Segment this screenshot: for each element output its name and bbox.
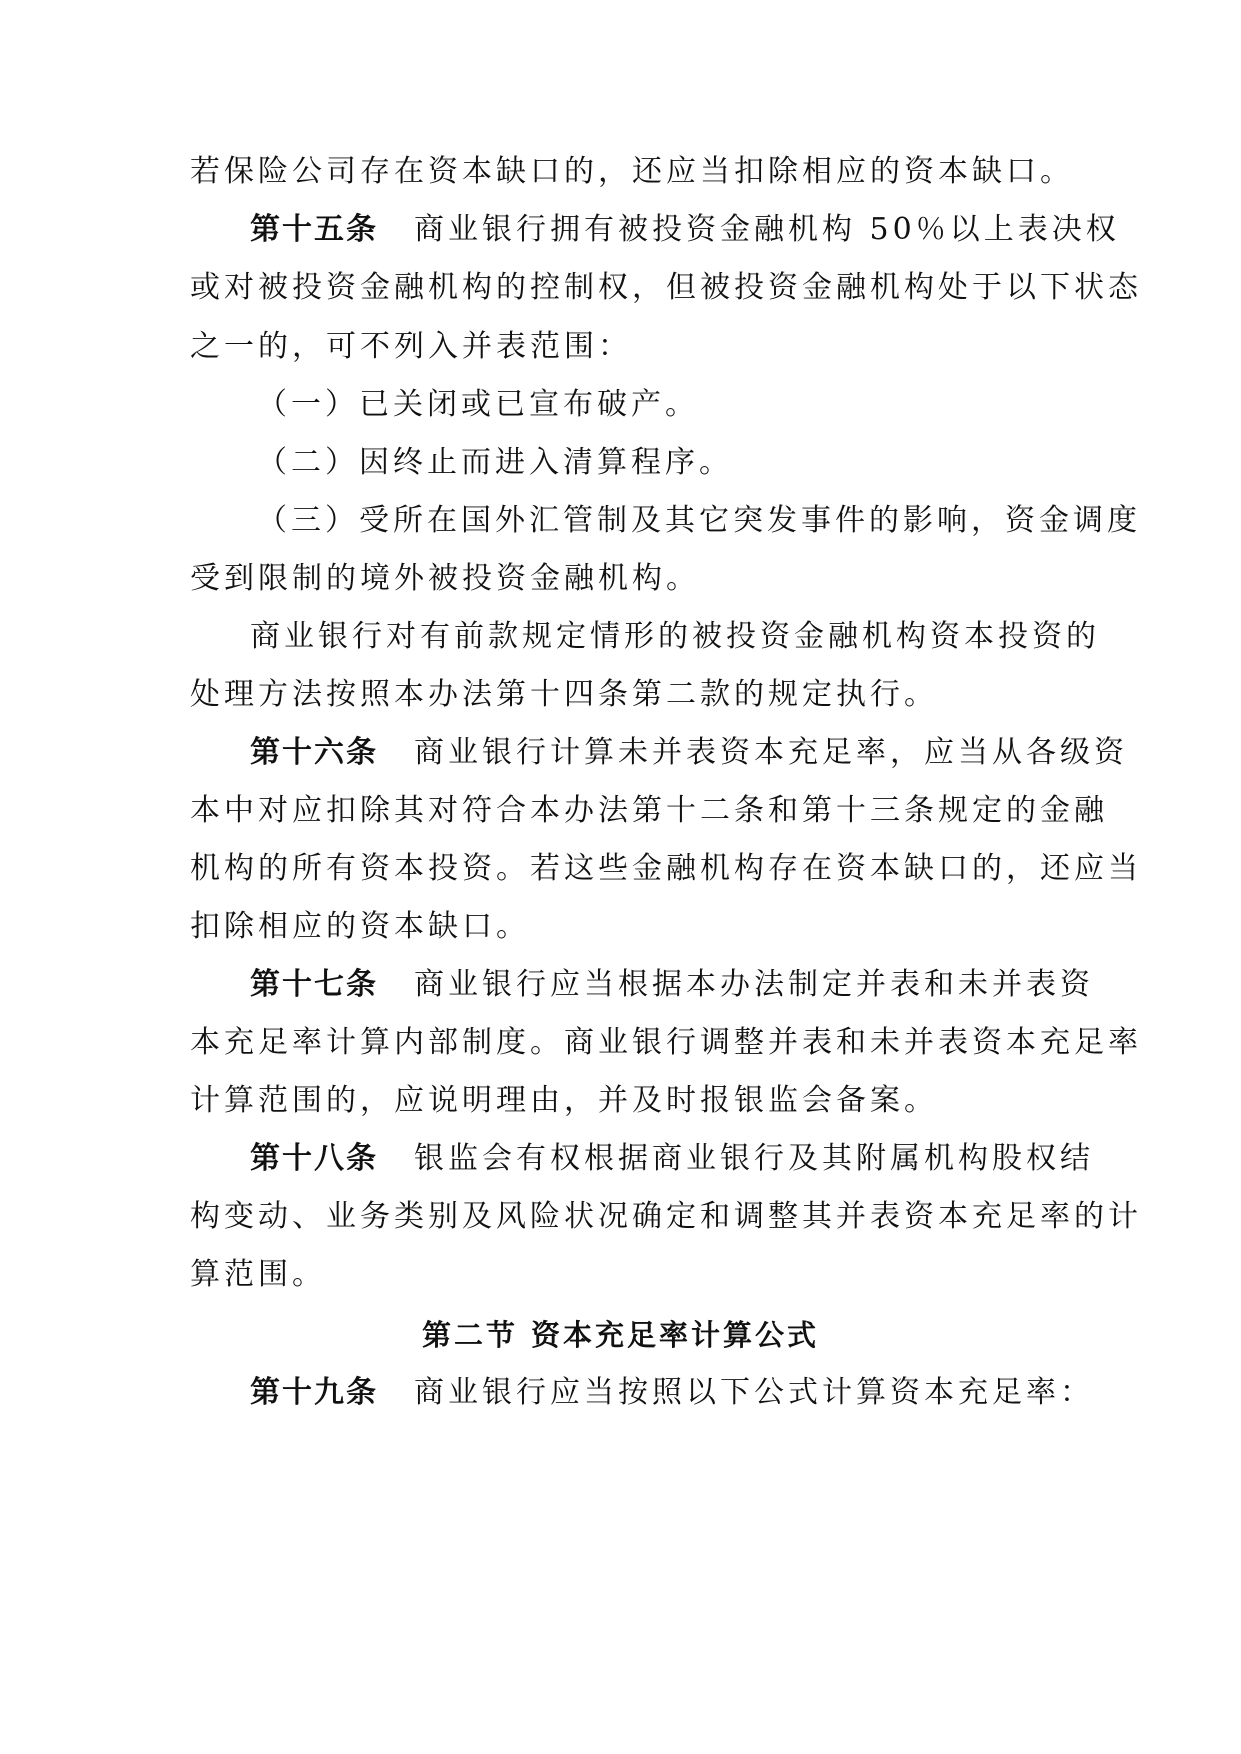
paragraph-line: 扣除相应的资本缺口。	[190, 909, 530, 944]
article-16-line	[250, 733, 1128, 773]
article-19-title: 第十九条	[250, 1375, 378, 1410]
paragraph-line: 构变动、业务类别及风险状况确定和调整其并表资本充足率的计	[190, 1199, 1142, 1234]
article-18-line	[250, 1139, 1110, 1179]
list-item: （一）已关闭或已宣布破产。	[257, 387, 699, 422]
list-item: （三）受所在国外汇管制及其它突发事件的影响，资金调度	[257, 503, 1141, 538]
article-15-text: 商业银行拥有被投资金融机构 50％以上表决权	[414, 212, 1120, 247]
paragraph-line: 商业银行对有前款规定情形的被投资金融机构资本投资的	[250, 619, 1100, 654]
article-15-line	[250, 210, 1120, 250]
section-heading: 第二节 资本充足率计算公式	[421, 1318, 820, 1352]
article-17-text: 商业银行应当根据本办法制定并表和未并表资	[414, 967, 1094, 1002]
article-15-title: 第十五条	[250, 212, 378, 247]
paragraph-line: 本充足率计算内部制度。商业银行调整并表和未并表资本充足率	[190, 1025, 1142, 1060]
article-19-line	[250, 1373, 1110, 1413]
paragraph-line: 之一的，可不列入并表范围：	[190, 329, 632, 364]
paragraph-line: 若保险公司存在资本缺口的，还应当扣除相应的资本缺口。	[190, 154, 1074, 189]
paragraph-line: 或对被投资金融机构的控制权，但被投资金融机构处于以下状态	[190, 270, 1142, 305]
list-item: （二）因终止而进入清算程序。	[257, 445, 733, 480]
article-17-title: 第十七条	[250, 967, 378, 1002]
paragraph-line: 机构的所有资本投资。若这些金融机构存在资本缺口的，还应当	[190, 851, 1142, 886]
article-16-title: 第十六条	[250, 735, 378, 770]
article-18-text: 银监会有权根据商业银行及其附属机构股权结	[414, 1141, 1094, 1176]
paragraph-line: 计算范围的，应说明理由，并及时报银监会备案。	[190, 1083, 938, 1118]
article-17-line	[250, 965, 1110, 1005]
paragraph-line: 处理方法按照本办法第十四条第二款的规定执行。	[190, 677, 938, 712]
paragraph-line: 算范围。	[190, 1257, 326, 1292]
article-16-text: 商业银行计算未并表资本充足率，应当从各级资	[414, 735, 1128, 770]
article-19-text: 商业银行应当按照以下公式计算资本充足率：	[414, 1375, 1094, 1410]
paragraph-line: 受到限制的境外被投资金融机构。	[190, 561, 700, 596]
paragraph-line: 本中对应扣除其对符合本办法第十二条和第十三条规定的金融	[190, 793, 1108, 828]
article-18-title: 第十八条	[250, 1141, 378, 1176]
